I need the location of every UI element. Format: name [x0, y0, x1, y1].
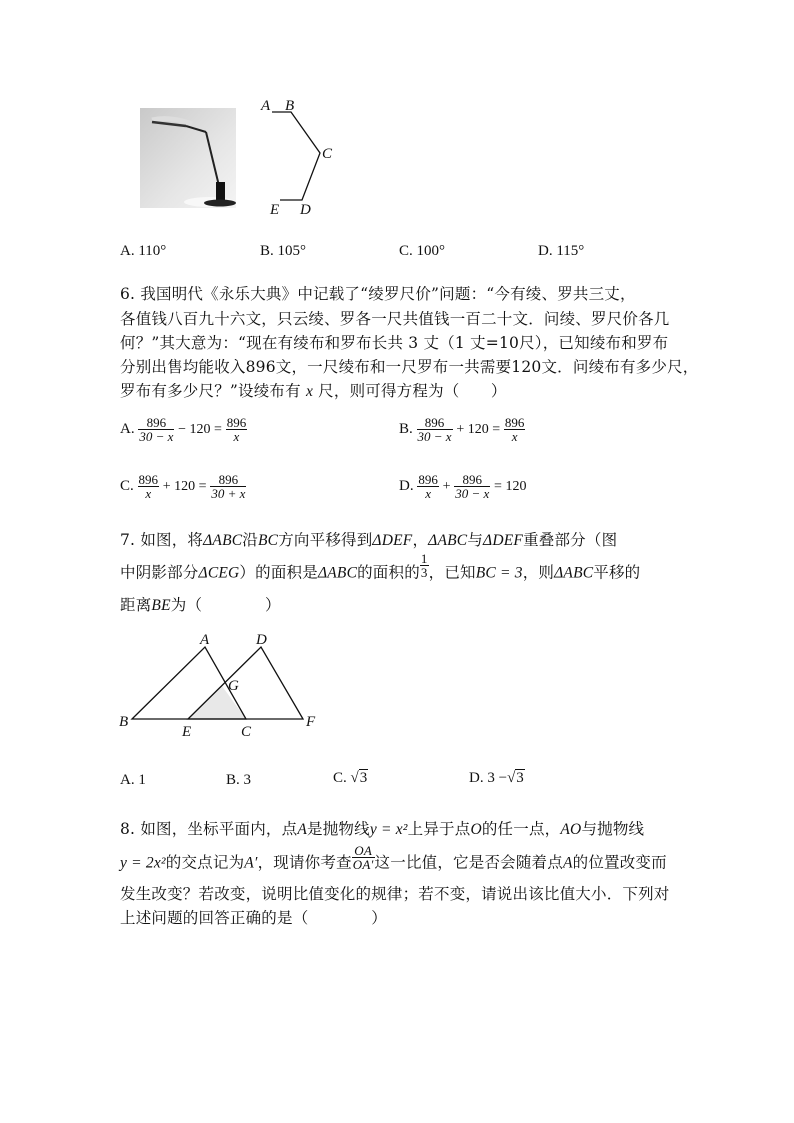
- label-a: A: [200, 632, 210, 648]
- q6-option-a[interactable]: A. $\frac{896}{30 - x}$ − 120 = $\frac{896}{x}$: [120, 415, 247, 444]
- q7-line-1: 7. 如图，将ΔABC沿BC方向平移得到ΔDEF，ΔABC与ΔDEF重叠部分（图: [120, 531, 618, 549]
- q8-line-2: y = 2x²的交点记为A′，现请你考查 $\frac{OA}{OA'}$ 这一比值，它是否会随着点A的位置改变而: [120, 843, 667, 872]
- label-g: G: [228, 678, 239, 694]
- q7-option-c[interactable]: C. √3: [333, 770, 368, 786]
- q6-line-4: 分别出售均能收入896文，一尺绫布和一尺罗布一共需要120文．问绫布有多少尺，: [120, 358, 699, 376]
- label-e: E: [182, 724, 192, 740]
- label-b: B: [119, 714, 129, 730]
- q5-option-d[interactable]: D. 115°: [538, 243, 585, 259]
- q6-option-c[interactable]: C. $\frac{896}{x}$ + 120 = $\frac{896}{30 + x}$: [120, 472, 246, 501]
- q8-line-4: 上述问题的回答正确的是（ ）: [120, 909, 387, 927]
- label-d: D: [256, 632, 267, 648]
- q7-option-d[interactable]: D. 3 −√3: [469, 770, 524, 786]
- q6-line-2: 各值钱八百九十六文，只云绫、罗各一尺共值钱一百二十文．问绫、罗尺价各几: [120, 310, 670, 328]
- q8-line-3: 发生改变？若改变，说明比值变化的规律；若不变，请说出该比值大小．下列对: [120, 885, 670, 903]
- label-b: B: [285, 98, 295, 114]
- q7-option-a[interactable]: A. 1: [120, 772, 146, 788]
- q6-option-d[interactable]: D. $\frac{896}{x}$ + $\frac{896}{30 - x}$ = 120: [399, 472, 527, 501]
- triangle-diagram: [116, 628, 328, 740]
- q5-option-c[interactable]: C. 100°: [399, 243, 446, 259]
- q6-option-b[interactable]: B. $\frac{896}{30 - x}$ + 120 = $\frac{896}{x}$: [399, 415, 525, 444]
- label-d: D: [300, 202, 311, 218]
- q6-line-5: 罗布有多少尺？”设绫布有 x 尺，则可得方程为（ ）: [120, 382, 507, 400]
- q5-option-a[interactable]: A. 110°: [120, 243, 167, 259]
- label-e: E: [270, 202, 280, 218]
- label-c: C: [322, 146, 333, 162]
- label-c: C: [241, 724, 252, 740]
- lamp-photo: [140, 108, 236, 208]
- label-a: A: [261, 98, 271, 114]
- lamp-diagram: [258, 96, 348, 220]
- q7-option-b[interactable]: B. 3: [226, 772, 252, 788]
- q6-line-3: 何？”其大意为：“现在有绫布和罗布长共 3 丈（1 丈=10尺），已知绫布和罗布: [120, 334, 669, 352]
- q5-option-b[interactable]: B. 105°: [260, 243, 307, 259]
- label-f: F: [306, 714, 316, 730]
- q7-line-3: 距离BE为（ ）: [120, 596, 281, 614]
- q7-line-2: 中阴影部分ΔCEG）的面积是ΔABC的面积的 $\frac{1}{3}$ ，已知BC = 3，则ΔABC平移的: [120, 551, 641, 582]
- q8-line-1: 8. 如图，坐标平面内，点A是抛物线y = x²上异于点O的任一点，AO与抛物线: [120, 820, 645, 838]
- q6-line-1: 6. 我国明代《永乐大典》中记载了“绫罗尺价”问题：“今有绫、罗共三丈，: [120, 285, 636, 303]
